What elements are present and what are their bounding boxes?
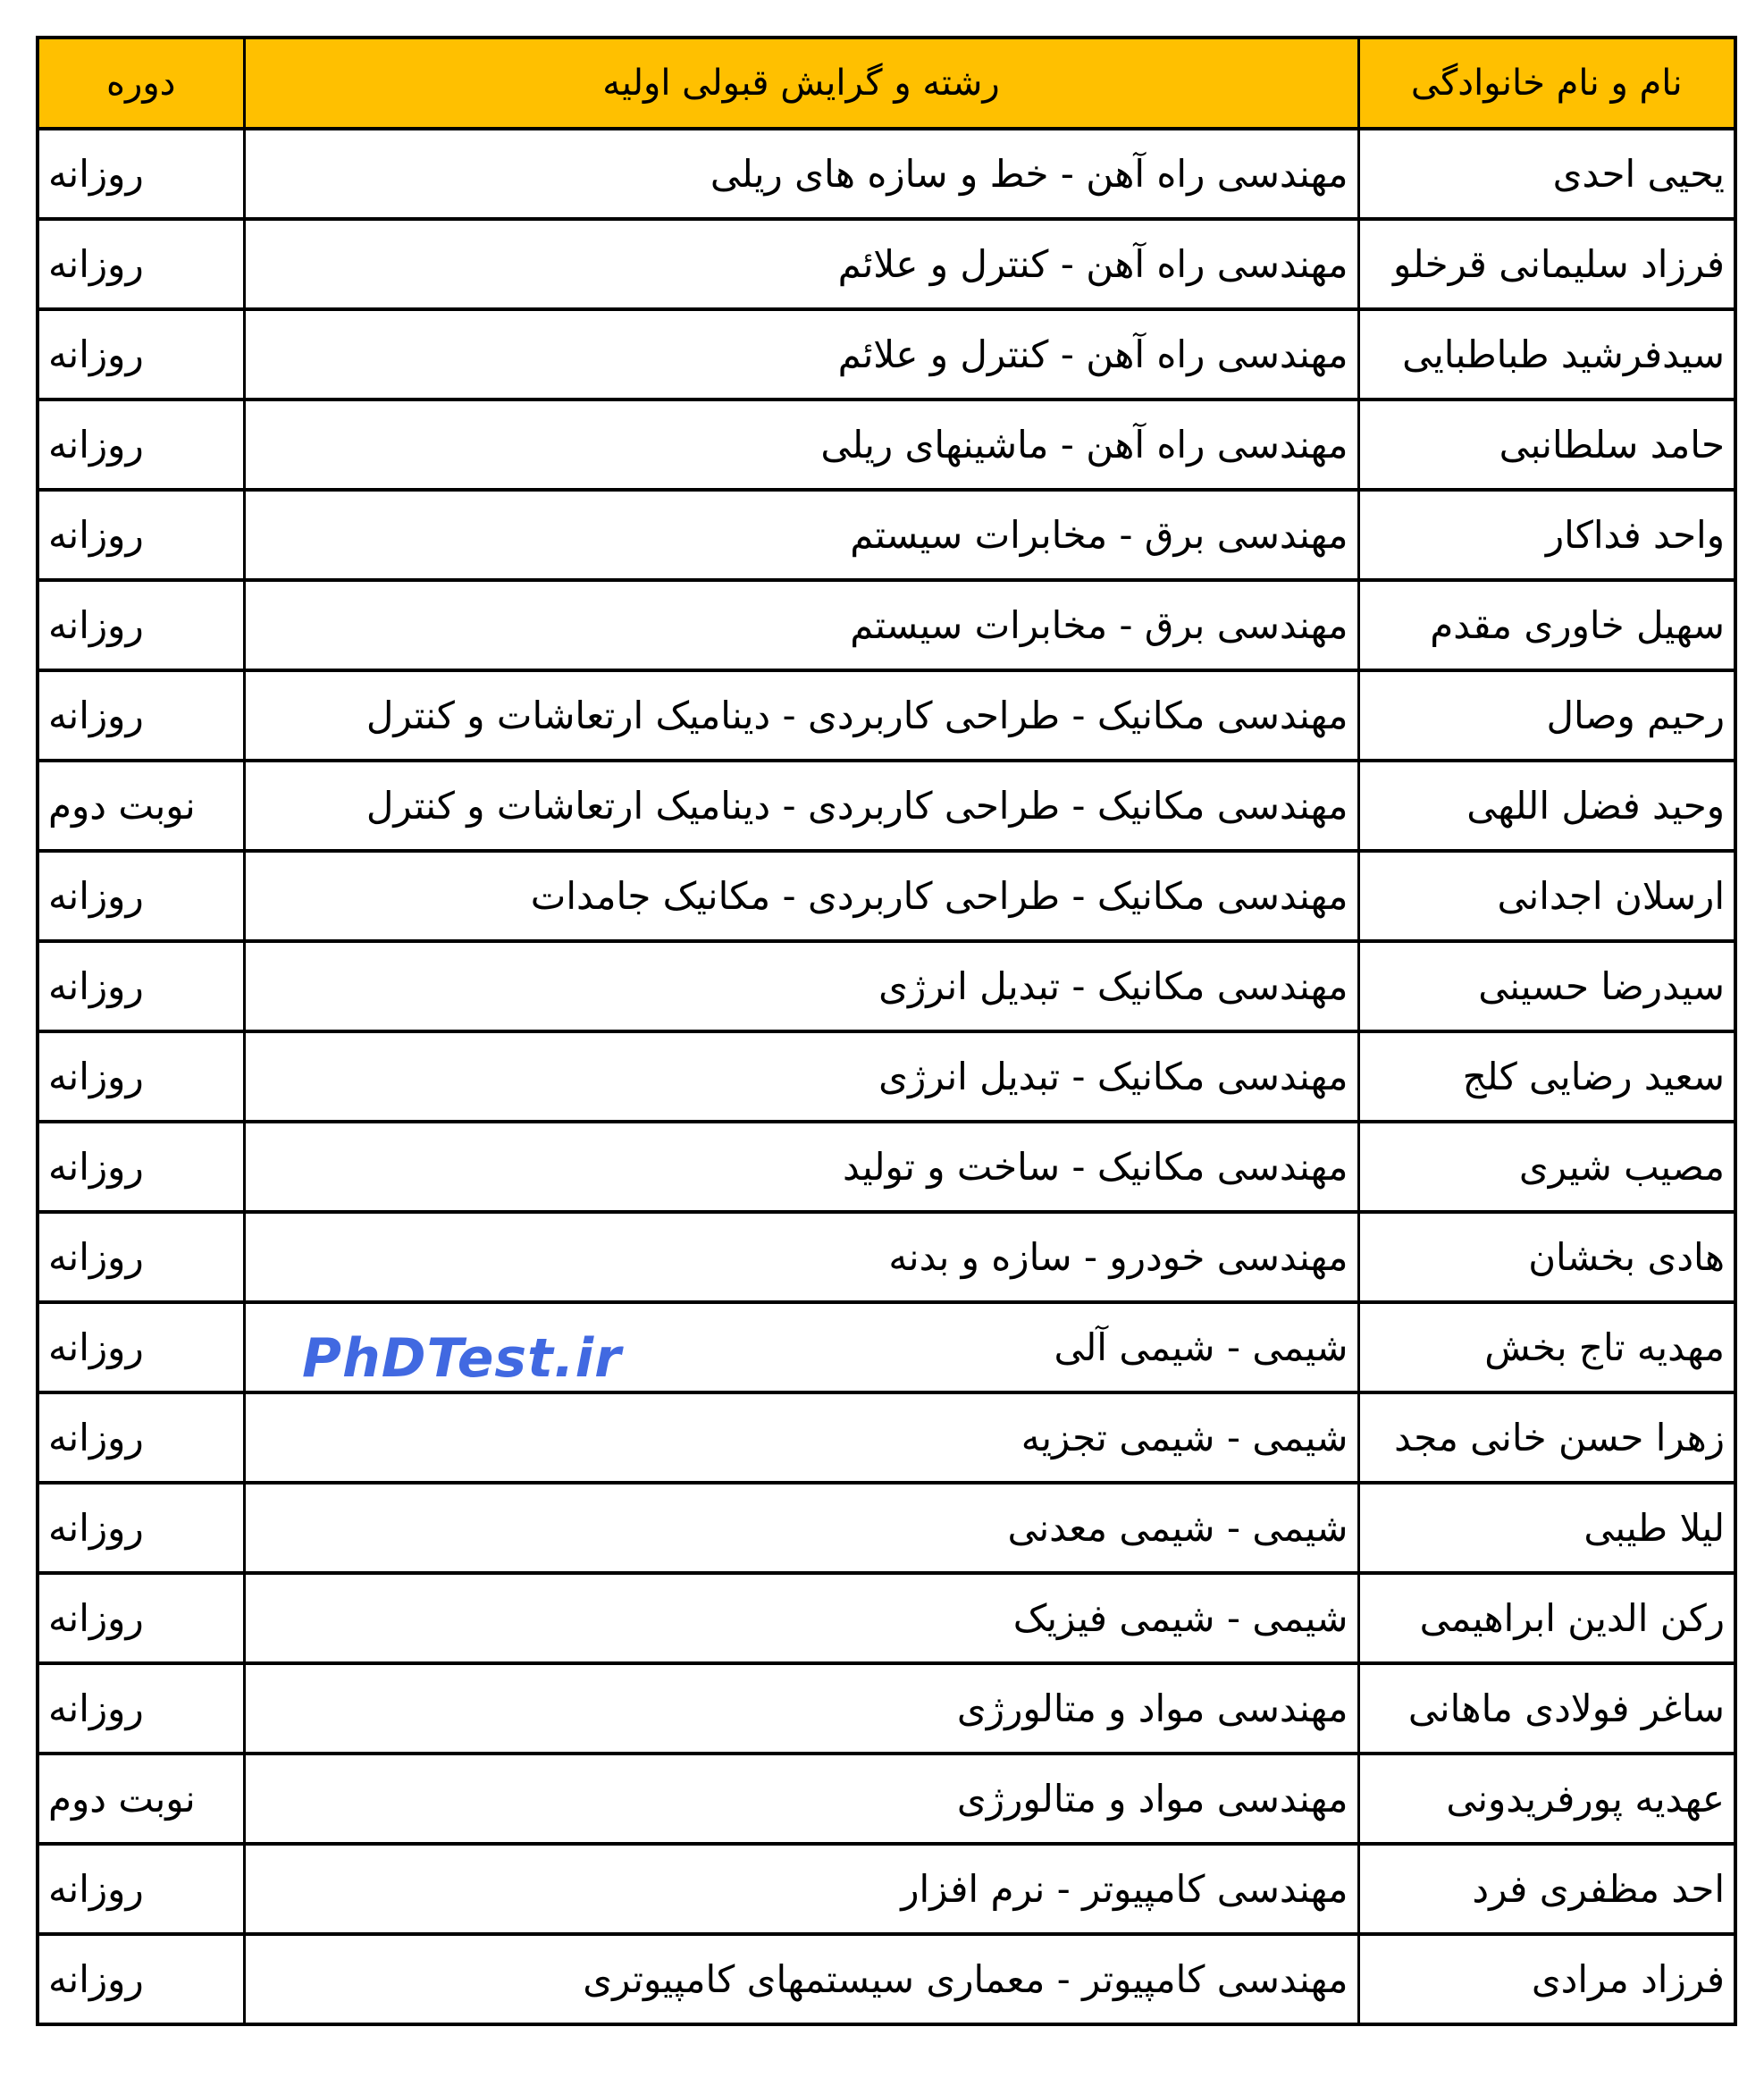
cell-period: نوبت دوم xyxy=(38,761,244,851)
cell-name: فرزاد مرادی xyxy=(1358,1934,1735,2024)
cell-field: مهندسی مکانیک - تبدیل انرژی xyxy=(244,1031,1358,1122)
cell-period: روزانه xyxy=(38,1934,244,2024)
cell-period: روزانه xyxy=(38,1663,244,1754)
cell-period: روزانه xyxy=(38,941,244,1031)
cell-period: روزانه xyxy=(38,670,244,761)
cell-field: مهندسی مکانیک - تبدیل انرژی xyxy=(244,941,1358,1031)
cell-name: احد مظفری فرد xyxy=(1358,1844,1735,1934)
cell-name: لیلا طیبی xyxy=(1358,1483,1735,1573)
cell-name: عهدیه پورفریدونی xyxy=(1358,1754,1735,1844)
cell-field: مهندسی مکانیک - طراحی کاربردی - مکانیک جامدات xyxy=(244,851,1358,941)
header-field: رشته و گرایش قبولی اولیه xyxy=(244,38,1358,129)
table-row xyxy=(38,490,1735,580)
cell-field: مهندسی کامپیوتر - معماری سیستمهای کامپیوتری xyxy=(244,1934,1358,2024)
cell-field: مهندسی کامپیوتر - نرم افزار xyxy=(244,1844,1358,1934)
cell-name: مصیب شیری xyxy=(1358,1122,1735,1212)
cell-field: مهندسی راه آهن - کنترل و علائم xyxy=(244,219,1358,309)
cell-period: روزانه xyxy=(38,129,244,219)
table-row xyxy=(38,1573,1735,1663)
table-row xyxy=(38,1122,1735,1212)
cell-name: واحد فداکار xyxy=(1358,490,1735,580)
table-header-row xyxy=(38,38,1735,129)
cell-period: روزانه xyxy=(38,309,244,400)
cell-name: ساغر فولادی ماهانی xyxy=(1358,1663,1735,1754)
table-row xyxy=(38,851,1735,941)
table-row xyxy=(38,580,1735,670)
cell-field: مهندسی مکانیک - طراحی کاربردی - دینامیک ارتعاشات و کنترل xyxy=(244,761,1358,851)
table-row xyxy=(38,129,1735,219)
table-row xyxy=(38,1663,1735,1754)
cell-period: روزانه xyxy=(38,580,244,670)
cell-period: روزانه xyxy=(38,1392,244,1483)
table-row xyxy=(38,1031,1735,1122)
cell-name: سیدفرشید طباطبایی xyxy=(1358,309,1735,400)
cell-field: مهندسی مکانیک - طراحی کاربردی - دینامیک ارتعاشات و کنترل xyxy=(244,670,1358,761)
table-row xyxy=(38,1392,1735,1483)
cell-name: سهیل خاوری مقدم xyxy=(1358,580,1735,670)
table-row xyxy=(38,1754,1735,1844)
cell-name: سعید رضایی کلج xyxy=(1358,1031,1735,1122)
cell-field: مهندسی مواد و متالورژی xyxy=(244,1754,1358,1844)
cell-period: روزانه xyxy=(38,219,244,309)
cell-field: شیمی - شیمی معدنی xyxy=(244,1483,1358,1573)
cell-field: شیمی - شیمی تجزیه xyxy=(244,1392,1358,1483)
table-row xyxy=(38,941,1735,1031)
cell-field: شیمی - شیمی فیزیک xyxy=(244,1573,1358,1663)
cell-name: حامد سلطانبی xyxy=(1358,400,1735,490)
cell-name: زهرا حسن خانی مجد xyxy=(1358,1392,1735,1483)
cell-period: روزانه xyxy=(38,400,244,490)
table-row xyxy=(38,1212,1735,1302)
table-row xyxy=(38,309,1735,400)
cell-name: سیدرضا حسینی xyxy=(1358,941,1735,1031)
table-row xyxy=(38,219,1735,309)
cell-field: مهندسی راه آهن - کنترل و علائم xyxy=(244,309,1358,400)
cell-field: مهندسی مواد و متالورژی xyxy=(244,1663,1358,1754)
header-period: دوره xyxy=(38,38,244,129)
cell-field: مهندسی برق - مخابرات سیستم xyxy=(244,580,1358,670)
cell-field: مهندسی خودرو - سازه و بدنه xyxy=(244,1212,1358,1302)
cell-period: نوبت دوم xyxy=(38,1754,244,1844)
cell-field: مهندسی راه آهن - ماشینهای ریلی xyxy=(244,400,1358,490)
cell-name: رکن الدین ابراهیمی xyxy=(1358,1573,1735,1663)
cell-name: وحید فضل اللهی xyxy=(1358,761,1735,851)
table-row xyxy=(38,670,1735,761)
table-row xyxy=(38,1844,1735,1934)
cell-period: روزانه xyxy=(38,851,244,941)
table-row xyxy=(38,761,1735,851)
results-table-container xyxy=(36,36,1734,2026)
cell-period: روزانه xyxy=(38,490,244,580)
cell-field: مهندسی برق - مخابرات سیستم xyxy=(244,490,1358,580)
table-row xyxy=(38,1302,1735,1392)
cell-name: فرزاد سلیمانی قرخلو xyxy=(1358,219,1735,309)
cell-field: شیمی - شیمی آلی xyxy=(244,1302,1358,1392)
cell-period: روزانه xyxy=(38,1844,244,1934)
cell-name: مهدیه تاج بخش xyxy=(1358,1302,1735,1392)
admissions-table xyxy=(36,36,1737,2026)
table-body xyxy=(38,129,1735,2024)
cell-name: یحیی احدی xyxy=(1358,129,1735,219)
cell-name: رحیم وصال xyxy=(1358,670,1735,761)
cell-field: مهندسی مکانیک - ساخت و تولید xyxy=(244,1122,1358,1212)
cell-period: روزانه xyxy=(38,1302,244,1392)
cell-period: روزانه xyxy=(38,1483,244,1573)
cell-period: روزانه xyxy=(38,1573,244,1663)
cell-name: هادی بخشان xyxy=(1358,1212,1735,1302)
cell-period: روزانه xyxy=(38,1122,244,1212)
table-row xyxy=(38,400,1735,490)
cell-period: روزانه xyxy=(38,1031,244,1122)
cell-period: روزانه xyxy=(38,1212,244,1302)
cell-field: مهندسی راه آهن - خط و سازه های ریلی xyxy=(244,129,1358,219)
header-name: نام و نام خانوادگی xyxy=(1358,38,1735,129)
cell-name: ارسلان اجدانی xyxy=(1358,851,1735,941)
watermark-logo: PhDTest.ir xyxy=(302,1327,622,1390)
table-row xyxy=(38,1483,1735,1573)
table-row xyxy=(38,1934,1735,2024)
